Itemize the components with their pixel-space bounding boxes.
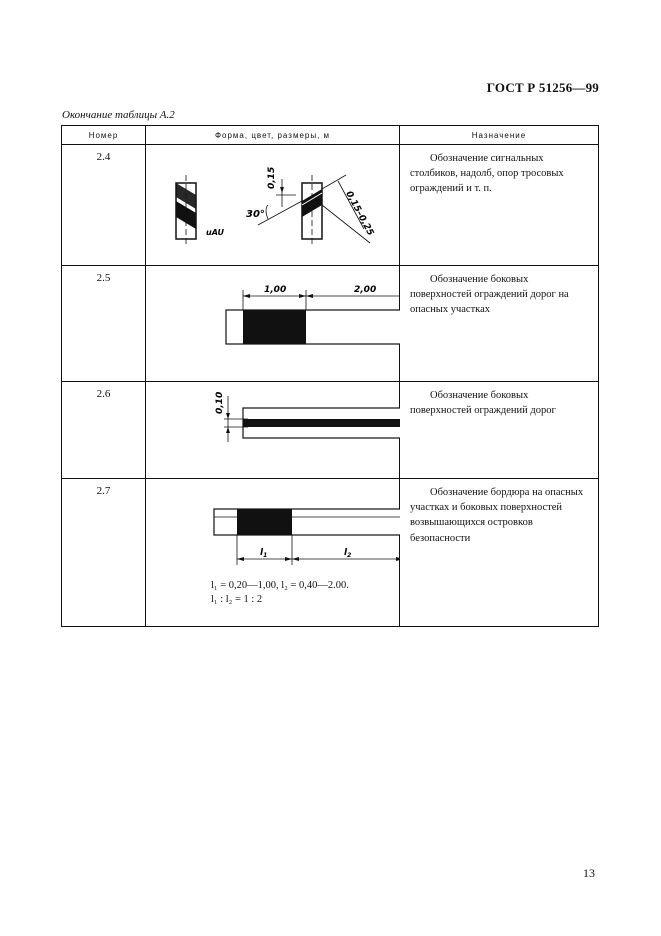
row-number: 2.7 bbox=[62, 479, 146, 627]
width-label: 0,15–0,25 bbox=[343, 189, 376, 238]
purpose-text: Обозначение боковых поверхностей ограждений дорог на опасных участках bbox=[410, 274, 569, 316]
black-band bbox=[243, 310, 306, 344]
row-number: 2.5 bbox=[62, 266, 146, 382]
black-band bbox=[237, 509, 292, 535]
figure-2-6 bbox=[146, 382, 400, 473]
purpose-text: Обозначение боковых поверхностей ограждений дорог bbox=[410, 390, 556, 417]
figure-cell bbox=[146, 266, 400, 382]
figure-cell bbox=[146, 479, 400, 627]
purpose-cell bbox=[400, 382, 599, 479]
purpose-text: Обозначение сигнальных столбиков, надолб, опор тросовых ограждений и т. п. bbox=[410, 153, 564, 195]
figure-cell bbox=[146, 382, 400, 479]
table-header-row bbox=[62, 126, 599, 145]
figure-2-7 bbox=[146, 479, 400, 579]
dim-label-2: 2,00 bbox=[354, 285, 377, 295]
legend-line-2: l₁ : l₂ = 1 : 2 bbox=[211, 594, 263, 606]
figure-2-4 bbox=[146, 145, 400, 260]
table-row bbox=[62, 382, 599, 479]
l1-label: $l_1$ bbox=[260, 548, 268, 559]
angle-label: 30° bbox=[246, 209, 265, 220]
row-number: 2.4 bbox=[62, 145, 146, 266]
table-row bbox=[62, 479, 599, 627]
col-header-purpose: Назначение bbox=[400, 126, 599, 145]
row-number: 2.6 bbox=[62, 382, 146, 479]
col-header-number: Номер bbox=[62, 126, 146, 145]
height-label: 0,10 bbox=[215, 391, 225, 414]
col-header-form: Форма, цвет, размеры, м bbox=[146, 126, 400, 145]
legend-line-1: l₁ = 0,20—1,00, l₂ = 0,40—2.00. bbox=[211, 580, 349, 591]
table-caption: Окончание таблицы А.2 bbox=[62, 109, 175, 121]
standard-code: ГОСТ Р 51256—99 bbox=[486, 80, 599, 95]
l2-label: $l_2$ bbox=[344, 548, 352, 559]
purpose-cell bbox=[400, 266, 599, 382]
figure-2-5 bbox=[146, 266, 400, 376]
height-label: 0,15 bbox=[267, 166, 277, 189]
table-row bbox=[62, 266, 599, 382]
page-number: 13 bbox=[583, 866, 595, 880]
purpose-text: Обозначение бордюра на опасных участках и боковых поверхностей возвышающихся островков безопасности bbox=[410, 487, 584, 544]
purpose-cell bbox=[400, 479, 599, 627]
figure-cell bbox=[146, 145, 400, 266]
table-row bbox=[62, 145, 599, 266]
purpose-cell bbox=[400, 145, 599, 266]
black-stripe bbox=[243, 419, 400, 427]
marker-label: uAU bbox=[206, 228, 225, 237]
dim-label-1: 1,00 bbox=[264, 285, 287, 295]
designation-table bbox=[61, 125, 599, 627]
